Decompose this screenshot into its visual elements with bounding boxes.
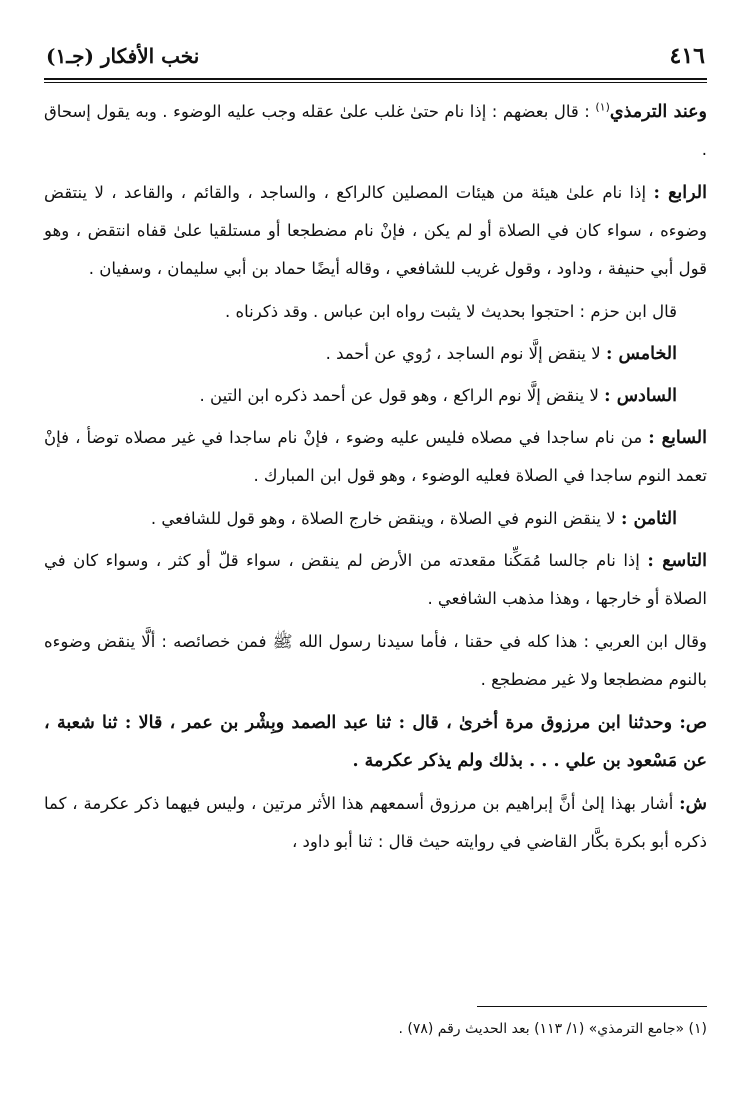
paragraph-seventh xyxy=(44,419,707,495)
paragraph-ibn-arabi xyxy=(44,623,707,699)
paragraph-text: لا ينقض إلَّا نوم الراكع ، وهو قول عن أحمد ذكره ابن التين . xyxy=(199,386,599,405)
paragraph-eighth xyxy=(44,500,707,538)
footnote-divider xyxy=(477,1006,707,1007)
paragraph-fifth xyxy=(44,335,707,373)
paragraph-ninth xyxy=(44,542,707,618)
book-title: نخب الأفكار (جـ١) xyxy=(46,44,200,68)
paragraph-text: أشار بهذا إلىٰ أنَّ إبراهيم بن مرزوق أسمعهم هذا الأثر مرتين ، وليس فيهما ذكر عكرمة ، كما ذكره أبو بكرة بكَّار القاضي في روايته حيث قال : ثنا أبو داود ، xyxy=(44,794,707,851)
footnote-reference: (١) xyxy=(595,100,610,114)
paragraph-lead: السادس : xyxy=(604,386,677,406)
paragraph-text: لا ينقض إلَّا نوم الساجد ، رُوي عن أحمد . xyxy=(325,344,601,363)
paragraph-lead: ش: xyxy=(679,794,707,814)
paragraph-sixth xyxy=(44,377,707,415)
paragraph-lead: الثامن : xyxy=(620,509,677,529)
paragraph-text: لا ينقض النوم في الصلاة ، وينقض خارج الصلاة ، وهو قول للشافعي . xyxy=(150,509,616,528)
paragraph-lead: السابع : xyxy=(648,428,708,448)
header-divider xyxy=(44,78,707,83)
footnote: (١) «جامع الترمذي» (١/ ١١٣) بعد الحديث رقم (٧٨) . xyxy=(398,1021,707,1037)
paragraph-text: وقال ابن العربي : هذا كله في حقنا ، فأما سيدنا رسول الله ﷺ فمن خصائصه : ألَّا ينقض وضوءه بالنوم مضطجعا ولا غير مضطجع . xyxy=(44,632,707,689)
paragraph-text: قال ابن حزم : احتجوا بحديث لا يثبت رواه ابن عباس . وقد ذكرناه . xyxy=(224,302,677,321)
paragraph-tirmidhi xyxy=(44,93,707,169)
paragraph-lead: ص: xyxy=(679,713,708,733)
paragraph-lead: وعند الترمذي xyxy=(609,102,708,122)
paragraph-text: من نام ساجدا في مصلاه فليس عليه وضوء ، فإنْ نام ساجدا في غير مصلاه توضأ ، فإنْ تعمد النوم ساجدا في الصلاة فعليه الوضوء ، وهو قول ابن المبارك . xyxy=(44,428,707,485)
page-number: ٤١٦ xyxy=(669,43,705,69)
paragraph-ibn-hazm xyxy=(44,293,707,331)
paragraph-sharh xyxy=(44,785,707,861)
paragraph-text: إذا نام علىٰ هيئة من هيئات المصلين كالراكع ، والساجد ، والقائم ، والقاعد ، لا ينتقض وضوءه ، سواء كان في الصلاة أو لم يكن ، فإنْ نام مضطجعا أو مستلقيا علىٰ قفاه انتقض ، وهو قول أبي حنيفة ، وداود ، وقول غريب للشافعي ، وقاله أيضًا حماد بن أبي سليمان ، وسفيان . xyxy=(44,183,707,278)
paragraph-sad-chain xyxy=(44,704,707,780)
paragraph-fourth xyxy=(44,174,707,288)
paragraph-text: : قال بعضهم : إذا نام حتىٰ غلب علىٰ عقله وجب عليه الوضوء . وبه يقول إسحاق . xyxy=(44,102,707,159)
paragraph-lead: التاسع : xyxy=(647,551,707,571)
page-header xyxy=(44,34,707,78)
paragraph-text: وحدثنا ابن مرزوق مرة أخرىٰ ، قال : ثنا عبد الصمد وبِشْر بن عمر ، قالا : ثنا شعبة ، عن مَسْعود بن علي . . . بذلك ولم يذكر عكرمة . xyxy=(44,713,707,771)
paragraph-lead: الرابع : xyxy=(653,183,708,203)
paragraph-text: إذا نام جالسا مُمَكِّنا مقعدته من الأرض لم ينقض ، سواء قلّ أو كثر ، وسواء كان في الصلاة أو خارجها ، وهذا مذهب الشافعي . xyxy=(44,551,707,608)
paragraph-lead: الخامس : xyxy=(605,344,677,364)
document-page xyxy=(44,34,707,1074)
